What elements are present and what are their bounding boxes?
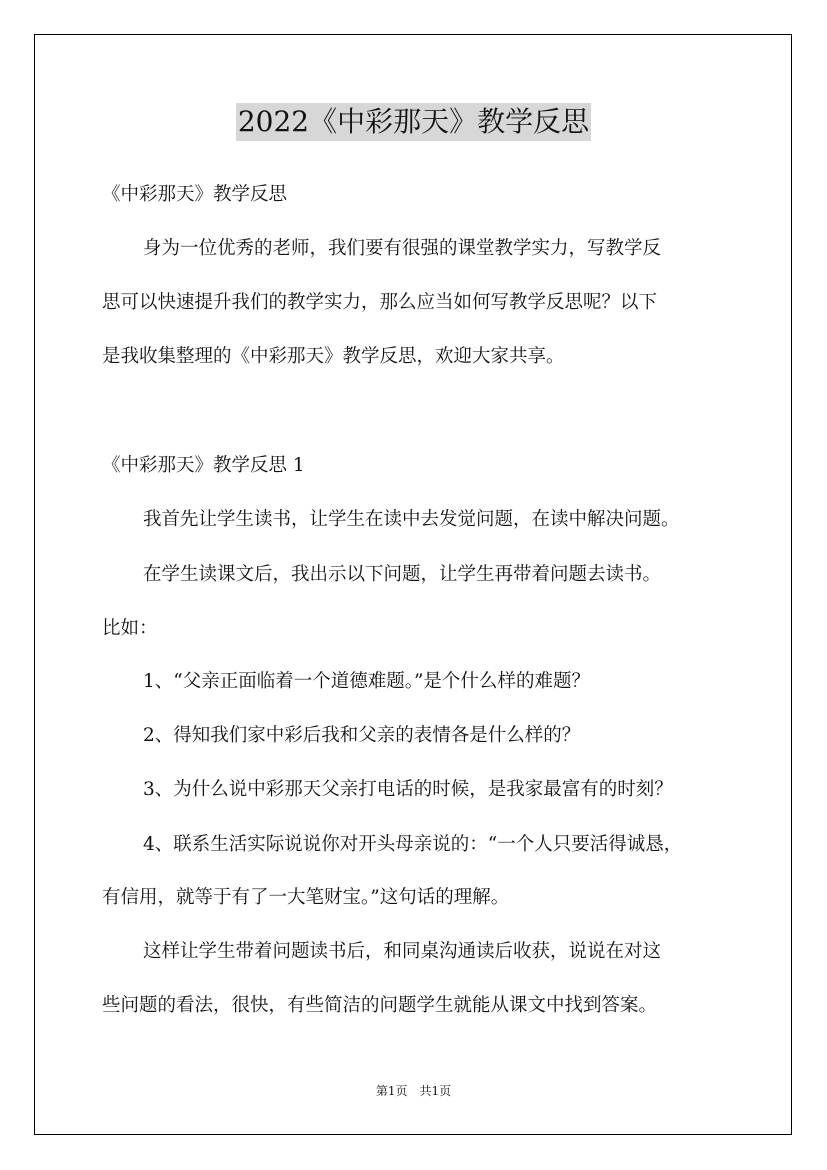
body-line: 这样让学生带着问题读书后，和同桌沟通读后收获，说说在对这 [143, 941, 662, 962]
body-line: 些问题的看法，很快，有些简洁的问题学生就能从课文中找到答案。 [102, 995, 658, 1016]
document-title-text: 2022《中彩那天》教学反思 [236, 103, 591, 141]
intro-line: 身为一位优秀的老师，我们要有很强的课堂教学实力，写教学反 [143, 238, 662, 259]
body-line: 1、“父亲正面临着一个道德难题。”是个什么样的难题？ [143, 671, 590, 692]
subtitle: 《中彩那天》教学反思 [102, 184, 288, 205]
section-heading: 《中彩那天》教学反思 1 [102, 455, 305, 476]
page-footer: 第1页 共1页 [375, 1084, 452, 1098]
body-line: 3、为什么说中彩那天父亲打电话的时候，是我家最富有的时刻？ [143, 779, 673, 800]
body-line: 有信用，就等于有了一大笔财宝。”这句话的理解。 [102, 887, 510, 908]
body-line: 2、得知我们家中彩后我和父亲的表情各是什么样的？ [143, 725, 581, 746]
intro-line: 思可以快速提升我们的教学实力，那么应当如何写教学反思呢？以下 [102, 292, 658, 313]
document-title [0, 103, 827, 145]
body-line: 我首先让学生读书，让学生在读中去发觉问题，在读中解决问题。 [143, 509, 680, 530]
body-line: 在学生读课文后，我出示以下问题，让学生再带着问题去读书。 [143, 564, 662, 585]
body-line: 比如： [102, 618, 158, 639]
intro-line: 是我收集整理的《中彩那天》教学反思，欢迎大家共享。 [102, 346, 565, 367]
body-line: 4、联系生活实际说说你对开头母亲说的：“一个人只要活得诚恳， [143, 834, 683, 855]
